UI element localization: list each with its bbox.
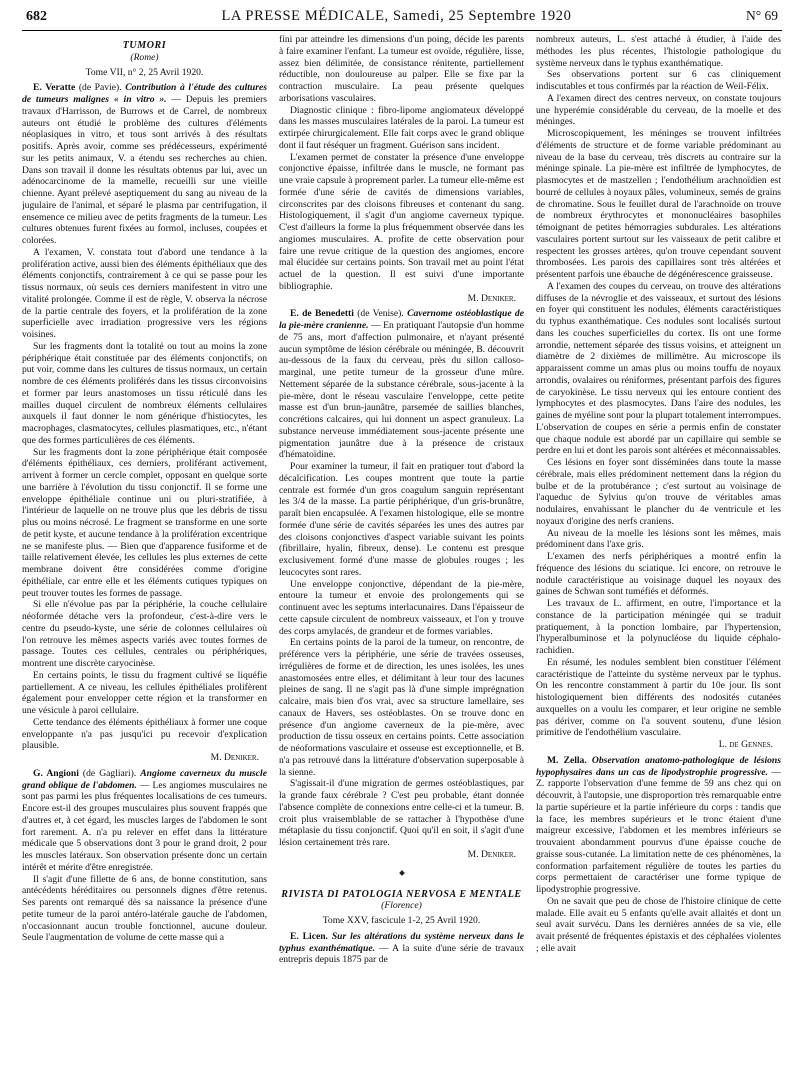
article-paragraph: nombreux auteurs, L. s'est attaché à étudier, à l'aide des méthodes les plus récentes, l'histologie pathologique du système nerveux dans le typhus exanthématique. — [536, 34, 781, 69]
article-title: Contribution à l'étude des cultures de tumeurs malignes « in vitro ». — [22, 82, 267, 105]
text-columns — [22, 34, 782, 966]
article-title: Cavernome ostéoblastique de la pie-mère cranienne. — [279, 308, 524, 331]
article-paragraph: Sur les fragments dont la totalité ou tout au moins la zone périphérique était constituée par des éléments conjonctifs, on put voir, comme dans les cultures de tissus normaux, un certain nombre de ces éléments proliférés dans les tissus circonvoisins et former par leurs anastomoses un tissu réticulé dans les mailles duquel circulent de nombreux éléments cellulaires auxquels il faut donner le nom générique d'histiocytes, les macrophages, clasmatocytes, cellules plasmatiques, etc., n'étant que des formes particulières de ces éléments. — [22, 340, 267, 446]
article-paragraph: L'examen des nerfs périphériques a montré enfin la fréquence des lésions du sciatique. Ici encore, on retrouve le nodule caractéristique au voisinage duquel les noyaux des gaines de Schwan sont tuméfiés et déformés. — [536, 551, 781, 598]
article-paragraph: L'examen permet de constater la présence d'une enveloppe conjonctive épaisse, infiltrée dans le muscle, ne formant pas une vraie capsule à proprement parler. La tumeur elle-même est formée d'une série de cavités de dimensions variables, circonscrites par des cloisons fibreuses et contenant du sang. Histologiquement, il s'agit d'un angiome caverneux typique. C'est d'ailleurs la forme la plus fréquemment observée dans les angiomes musculaires. A. profite de cette observation pour faire une revue critique de la question des angiomes, encore mal élucidée sur certains points. Son travail met au point l'état actuel de la question. Il est suivi d'une importante bibliographie. — [279, 151, 524, 292]
author-affiliation: (de Gagliari). — [78, 767, 141, 779]
article-paragraph: A l'examen des coupes du cerveau, on trouve des altérations diffuses de la névroglie et des vaisseaux, et surtout des lésions en foyer qui constituent les nodules, éléments caractéristiques du typhus exanthématique. Ces nodules sont localisés surtout dans les couches superficielles du cortex. Ils ont une forme arrondie, nettement séparée des tissus voisins, et atteignent un diamètre de 2 dixièmes de millimètre. Au microscope ils apparaissent comme un amas plus ou moins touffu de noyaux arrondis, ovalaires ou réniformes, présentant parfois des figures de caryokinèse. Le tissu nerveux qui les entoure contient des lymphocytes et des plasmocytes. Dans l'aire des nodules, les gaines de myéline sont pour la plupart totalement interrompues. L'observation de coupes en série a permis enfin de constater que chaque nodule est abordé par un capillaire qui semble se perdre en lui et dont les parois sont altérées et méconnaissables. — [536, 280, 781, 457]
article-paragraph: Microscopiquement, les méninges se trouvent infiltrées d'éléments de structure et de forme variable prédominant au niveau de la base du cerveau, très discrets au contraire sur la méninge spinale. La pie-mère est infiltrée de lymphocytes, de plasmocytes et de mastzellen ; l'endothélium arachnoïdien est bourré de cellules à noyaux pâles, volumineux, semés de grains de chromatine. Sous le feuillet dural de l'arachnoïde on trouve de nombreux érythrocytes et mononucléaires basophiles témoignant de petites hémorragies subdurales. Les altérations vasculaires portent surtout sur les vaisseaux de petit calibre et respectent les grosses artères, qu'on trouve cependant souvent thrombosées. Les parois des capillaires sont très altérées et présentent parfois une ébauche de dégénérescence graisseuse. — [536, 128, 781, 280]
signature: L. de Gennes. — [718, 739, 773, 750]
issue-number: N° 69 — [745, 8, 778, 23]
article-title: Angiome caverneux du muscle grand oblique de l'abdomen. — [22, 767, 267, 791]
article-paragraph: Une enveloppe conjonctive, dépendant de la pie-mère, entoure la tumeur et envoie des prolongements qui se continuent avec les septums interlacunaires. Dans l'épaisseur de cette capsule circulent de nombreux vaisseaux, et l'on y trouve des corps amylacés, de grandeur et de formes variables. — [279, 578, 524, 637]
article-author: E. Veratte — [33, 82, 76, 94]
article-paragraph: A l'examen direct des centres nerveux, on constate toujours une hyperémie considérable du cerveau, de la moelle et des méninges. — [536, 92, 781, 128]
journal-heading: RIVISTA DI PATOLOGIA NERVOSA E MENTALE — [281, 888, 522, 900]
signature: M. Deniker. — [467, 848, 516, 860]
article-author: G. Angioni — [33, 767, 79, 779]
page-number: 682 — [26, 9, 47, 24]
journal-city: (Rome) — [130, 51, 159, 63]
article-paragraph: Au niveau de la moelle les lésions sont les mêmes, mais prédominent dans l'axe gris. — [536, 527, 781, 551]
article-paragraph — [536, 755, 781, 896]
signature: M. Deniker. — [467, 292, 516, 304]
journal-tome: Tome VII, n° 2, 25 Avril 1920. — [85, 66, 204, 78]
article-paragraph: Les travaux de L. affirment, en outre, l'importance et la constance de la participation méningée qui se traduit pratiquement, à la ponction lombaire, par l'hypertension, l'hyperalbuminose et la polynucléose du liquide céphalo-rachidien. — [536, 598, 781, 656]
article-paragraph: fini par atteindre les dimensions d'un poing, décide les parents à faire examiner l'enfant. La tumeur est ovoïde, régulière, lisse, assez bien délimitée, de consistance rénitente, partiellement réductible, non douloureuse au palper. Elle se fixe par la contraction musculaire. La peau présente quelques arborisations vasculaires. — [279, 34, 524, 104]
newspaper-page — [22, 8, 782, 966]
article-paragraph: Sur les fragments dont la zone périphérique était composée d'éléments épithéliaux, ces derniers, proliférant activement, arrivent à former un cercle complet, opposant en quelque sorte une barrière à l'évolution du tissu conjonctif. Il se forme une enveloppe épithéliale continue uni ou pluri-stratifiée, à l'intérieur de laquelle on ne trouve plus que les débris de tissu plus ou moins nécrosé. Le fragment se transforme en une sorte de petit kyste, et aucune tendance à la prolifération excentrique ne se manifeste plus. — Bien que d'apparence fusiforme et de taille relativement élevée, les cellules les plus externes de cette membrane doivent être considérées comme d'origine épithéliale, car entre elle et les éléments cutiques typiques on peut trouver toutes les formes de passage. — [22, 446, 267, 599]
publication-title: LA PRESSE MÉDICALE, Samedi, 25 Septembre 1920 — [221, 8, 572, 24]
article-paragraph — [22, 82, 267, 247]
article-paragraph: Il s'agit d'une fillette de 6 ans, de bonne constitution, sans antécédents héréditaires ou personnels dignes d'être retenus. Ses parents ont remarqué dès sa naissance la présence d'une petite tumeur de la paroi antéro-latérale gauche de l'abdomen, n'occasionnant aucun trouble fonctionnel, aucune douleur. Seule l'augmentation de volume de cette masse qui a — [22, 873, 267, 944]
article-paragraph — [279, 308, 524, 461]
column-2 — [279, 34, 524, 966]
page-header — [22, 8, 782, 31]
paragraph-text: — Les angiomes musculaires ne sont pas parmi les plus fréquentes localisations de ces tumeurs. Encore est-il des groupes musculaires plus souvent frappés que d'autres et, à cet égard, les muscles larges de l'abdomen le sont fort rarement. A. n'a pu relever en effet dans la littérature médicale que 5 observations dont 3 pour le grand droit, 2 pour les muscles latéraux. Son observation présente donc un certain intérêt et mérite d'être enregistrée. — [22, 779, 267, 873]
article-paragraph: En résumé, les nodules semblent bien constituer l'élément caractéristique de l'atteinte du système nerveux par le typhus. On les rencontre constamment à partir du 10e jour. Ils sont histologiquement bien différents des nodosités cutanées auxquelles on a voulu les comparer, et leur origine ne semble pas dériver, comme on l'a souvent soutenu, d'une lésion primitive de l'endothélium vasculaire. — [536, 656, 781, 739]
journal-tome: Tome XXV, fascicule 1-2, 25 Avril 1920. — [322, 915, 481, 926]
section-separator-dot — [397, 871, 407, 881]
article-paragraph: On ne savait que peu de chose de l'histoire clinique de cette malade. Elle avait eu 5 enfants qu'elle avait allaités et dont un seul avait survécu. Dans les dernières années de sa vie, elle avait présenté de fréquentes épistaxis et des céphalées violentes ; elle avait — [536, 895, 781, 954]
journal-heading: TUMORI — [122, 40, 167, 51]
article-paragraph: En certains points, le tissu du fragment cultivé se liquéfie partiellement. A ce niveau, les cellules épithéliales prolifèrent également pour envelopper cette région et la transformer en une vésicule à paroi cellulaire. — [22, 669, 267, 716]
article-paragraph: A l'examen, V. constata tout d'abord une tendance à la prolifération active, aussi bien des éléments épithéliaux que des éléments conjonctifs, contrairement à ce qui se passe pour les tissus normaux, où seuls ces derniers manifestent in vitro une vitalité prolongée. Comme il est de règle, V. observa la nécrose de la partie centrale des foyers, et la prolifération de la zone superficielle avec irradiation progressive vers les régions voisines. — [22, 246, 267, 340]
article-paragraph — [279, 931, 524, 966]
article-paragraph: Si elle n'évolue pas par la périphérie, la couche cellulaire néoformée détache vers la profondeur, c'est-à-dire vers le centre du pseudo-kyste, une série de colonnes cellulaires où l'on retrouve les mêmes aspects variés avec toutes formes de passage. Toutes ces cellules, centrales ou périphériques, montrent une discrète caryocinèse. — [22, 599, 267, 669]
paragraph-text: — Depuis les premiers travaux d'Harrisson, de Burrows et de Carrel, de nombreux auteurs ont étudié le problème des cultures d'éléments néoplasiques in vitro, et tous sont arrivés à des résultats positifs. Après avoir, comme ses prédécesseurs, expérimenté sur les petits animaux, V. a étendu ses recherches au chien. Dans son travail il donne les résultats obtenus par lui, avec un adénocarcinome de la mamelle, recueilli sur une vieille chienne. Ayant prélevé aseptiquement du sang au niveau de la jugulaire de l'animal, et séparé le plasma par centrifugation, il ensemence ce milieu avec de petits fragments de la tumeur. Les cultures obtenues furent fixées au formol, incluses, coupées et colorées. — [22, 94, 267, 246]
author-affiliation: (de Venise). — [353, 308, 408, 320]
article-paragraph: Ces lésions en foyer sont disséminées dans toute la masse cérébrale, mais elles prédominent nettement dans la région du bulbe et de la protubérance ; c'est surtout au voisinage de l'aqueduc de Sylvius qu'on trouve de véritables amas nodulaires, envahissant le plancher du 4e ventricule et les noyaux d'origine des nerfs craniens. — [536, 457, 781, 527]
article-paragraph — [22, 768, 267, 874]
article-author: E. de Benedetti — [290, 308, 354, 320]
paragraph-text: — En pratiquant l'autopsie d'un homme de 75 ans, mort d'affection pulmonaire, et n'ayant présenté aucun symptôme de lésion cérébrale ou méningée, B. découvrit au-dessous de la faux du cerveau, près du sillon calloso-marginal, une petite tumeur de la grosseur d'une mûre. Nettement séparée de la substance cérébrale, sous-jacente à la pie-mère, dont le réseau vasculaire l'enveloppe, cette petite masse est d'un brun-jaunâtre, parsemée de saillies blanches, concrétions calcaires, qui lui donnent un aspect granuleux. La substance nerveuse immédiatement sous-jacente présente une pigmentation jaunâtre due à la présence de cristaux d'hématoïdine. — [279, 320, 524, 461]
article-paragraph: S'agissait-il d'une migration de germes ostéoblastiques, par la grande faux cérébrale ? C'est peu probable, étant donnée l'absence complète de connexions entre celle-ci et la tumeur. B. croit plus vraisemblable de se rattacher à l'hypothèse d'une métaplasie du tissu conjonctif. Quoi qu'il en soit, il s'agit d'une lésion certainement très rare. — [279, 778, 524, 848]
article-paragraph: Diagnostic clinique : fibro-lipome angiomateux développé dans les masses musculaires latérales de la paroi. La tumeur est extirpée chirurgicalement. Elle fait corps avec le grand oblique dont il faut réséquer un fragment. Guérison sans incident. — [279, 104, 524, 151]
article-author: E. Licen. — [290, 930, 328, 942]
column-1 — [22, 34, 267, 966]
paragraph-text: — A la suite d'une série de travaux entrepris depuis 1875 par de — [279, 942, 524, 966]
paragraph-text: — Z. rapporte l'observation d'une femme de 59 ans chez qui on découvrit, à l'autopsie, une disproportion très remarquable entre la partie supérieure et la partie inférieure du corps : tandis que la face, les membres supérieurs et le tronc étaient d'une maigreur excessive, l'abdomen et les membres inférieurs se trouvaient abondamment pourvus d'une épaisse couche de graisse sous-cutanée. La limitation nette de ces phénomènes, la conformation parfaitement régulière de toutes les parties du corps permettaient de caractériser une forme typique de lipodystrophie progressive. — [536, 766, 781, 895]
journal-city: (Florence) — [381, 900, 422, 912]
article-title: Observation anatomo-pathologique de lésions hypophysaires dans un cas de lipodystrophie progressive. — [536, 754, 781, 778]
article-author: M. Zella. — [547, 754, 587, 766]
article-paragraph: Ses observations portent sur 6 cas cliniquement indiscutables et tous confirmés par la réaction de Weil-Félix. — [536, 69, 781, 92]
author-affiliation: (de Pavie). — [75, 82, 126, 94]
column-3 — [536, 34, 781, 966]
article-paragraph: Cette tendance des éléments épithéliaux à former une coque enveloppante n'a pas jusqu'ici pu recevoir d'explication plausible. — [22, 716, 267, 752]
signature: M. Deniker. — [210, 752, 259, 763]
article-title: Sur les altérations du système nerveux dans le typhus exanthématique. — [279, 930, 524, 954]
article-paragraph: En certains points de la paroi de la tumeur, on rencontre, de préférence vers la périphérie, une série de travées osseuses, irrégulières de forme et de direction, les unes isolées, les unes anastomosées entre elles, et délimitant à leur tour des lacunes pleines de sang. Il ne s'agit pas là d'une simple imprégnation calcaire, mais bien d'os vrai, avec sa structure lamellaire, ses canaux de Havers, ses ostéoblastes. On se trouve donc en présence d'un angiome caverneux de la pie-mère, avec production de tissu osseux en certains points. Cette association de néoformations vasculaire et osseuse est exceptionnelle, et B. n'a pas retrouvé dans la littérature d'observation superposable à la sienne. — [279, 637, 524, 778]
article-paragraph: Pour examiner la tumeur, il fait en pratiquer tout d'abord la décalcification. Les coupes montrent que toute la partie centrale est formée d'un gros coagulum sanguin représentant les 3/4 de la masse. La partie périphérique, d'un gris-brunâtre, paraît bien encapsulée. A l'examen histologique, elle se montre formée d'une série de cavités séparées les unes des autres par des cloisons conjonctives d'aspect variable suivant les points (fibrillaire, hyalin, fibreux, dense). Le contenu est presque exclusivement formé d'une masse de globules rouges ; les leucocytes sont rares. — [279, 461, 524, 578]
